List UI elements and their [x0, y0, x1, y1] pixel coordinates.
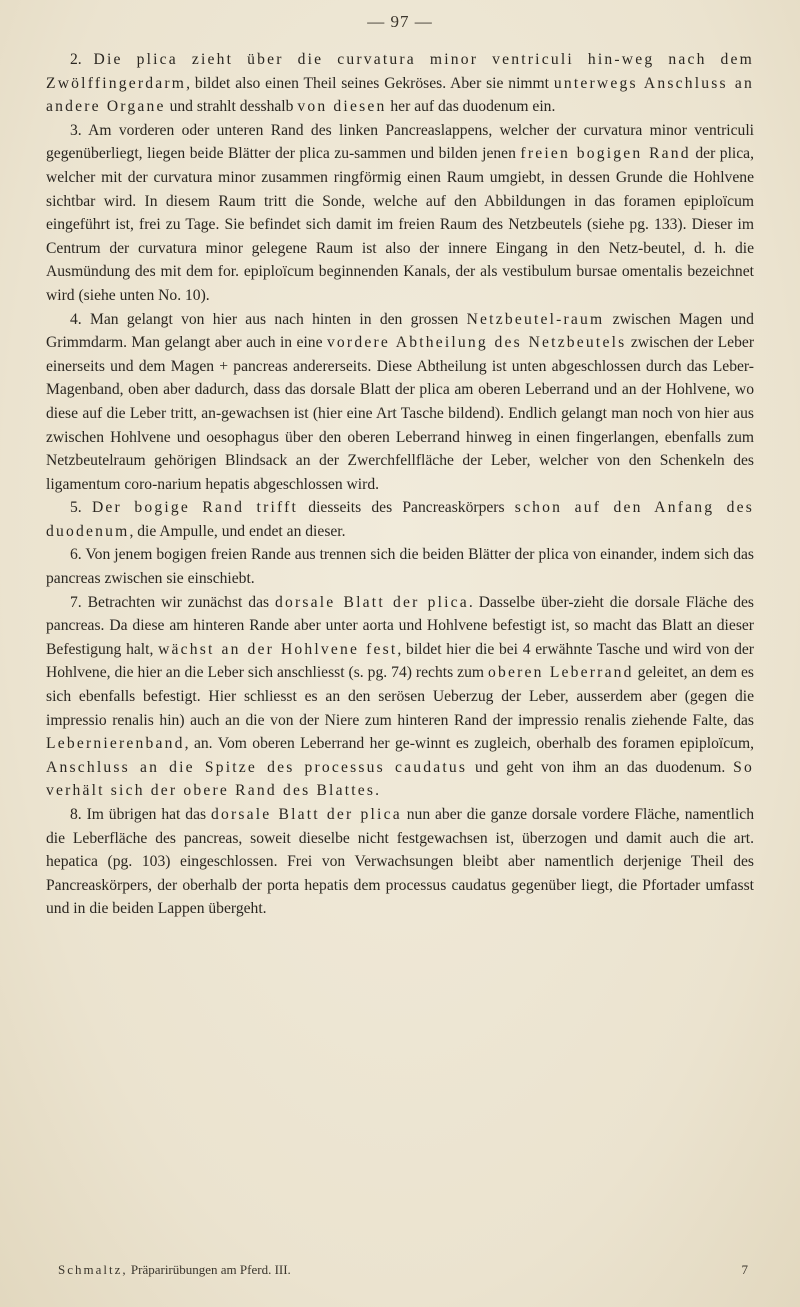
spaced-emphasis: vordere Abtheilung des Netzbeutels [326, 334, 627, 352]
text-run: diesseits des Pancreaskörpers [298, 499, 515, 517]
spaced-emphasis: wächst an der Hohlvene fest [158, 640, 398, 658]
page-number: — 97 — [367, 12, 433, 31]
body-text [46, 48, 754, 921]
text-run: der plica, welcher mit der curvatura minor zusammen ringförmig einen Raum umgiebt, in dessen Grunde die Hohlvene sichtbar wird. In diesem Raum tritt die Sonde, welche auf den Abbildungen in das foramen epiploïcum eingeführt ist, frei zu Tage. Sie befindet sich damit im freien Raum des Netzbeutels (siehe pg. 133). Dieser im Centrum der curvatura minor gelegene Raum ist also der innere Eingang in den Netz-beutel, d. h. die Ausmündung des mit dem for. epiploïcum beginnenden Kanals, der als vestibulum bursae omentalis bezeichnet wird (siehe unten No. 10). [46, 145, 754, 304]
spaced-emphasis: So verhält sich der obere Rand des Blattes [46, 758, 755, 800]
text-run: geleitet, an dem es sich ebenfalls befestigt. Hier schliesst es an den serösen Ueberzug der Leber, ausserdem aber (gegen die impressio renalis hin) auch an die von der Niere zum hinteren Rand der impressio renalis ziehende Falte, das [46, 664, 754, 729]
footer-citation [58, 1262, 291, 1278]
text-run: zwischen der Leber einerseits und dem Magen + pancreas andererseits. Diese Abtheilung ist unten abgeschlossen durch das Leber-Magenband, oben aber dadurch, dass das dorsale Blatt der plica am oberen Leberrand und an der Hohlvene, wo diese auf die Leber tritt, an-gewachsen ist (hier eine Art Tasche bildend). Endlich gelangt man noch von hier aus zwischen Hohlvene und oesophagus über den oberen Leberrand hinweg in einen fingerlangen, ebenfalls zum Netzbeutelraum gehörigen Blindsack an der Zwerchfellfläche der Leber, welcher von den Schenkeln des ligamentum coro-narium hepatis abgeschlossen wird. [46, 334, 755, 493]
text-run: 7. Betrachten wir zunächst das [70, 593, 275, 611]
paragraph [46, 48, 754, 119]
footer-author: Schmaltz, [58, 1262, 128, 1277]
text-run: , bildet also einen Theil seines Gekröses. Aber sie nimmt [186, 74, 554, 92]
text-run: 4. Man gelangt von hier aus nach hinten in den grossen [70, 310, 467, 328]
spaced-emphasis: von diesen [297, 98, 387, 116]
paragraph [46, 803, 754, 921]
spaced-emphasis: Anschluss an die Spitze des processus caudatus [46, 758, 468, 776]
text-run: 5. [70, 499, 92, 517]
paragraph [46, 543, 754, 590]
text-run: und geht von ihm an das duodenum. [467, 758, 734, 776]
text-run: 8. Im übrigen hat das [70, 806, 211, 823]
text-run: , an. Vom oberen Leberrand her ge-winnt es zugleich, oberhalb des foramen epiploïcum, [184, 735, 754, 753]
spaced-emphasis: Netzbeutel-raum [466, 310, 605, 328]
spaced-emphasis: unterwegs Anschluss an andere Organe [46, 74, 754, 116]
text-run: nun aber die ganze dorsale vordere Fläche, namentlich die Leberfläche des pancreas, soweit dieselbe nicht festgewachsen ist, überzogen und damit auch die art. hepatica (pg. 103) eingeschlossen. Frei von Verwachsungen bleibt aber namentlich derjenige Theil des Pancreaskörpers, der oberhalb der porta hepatis dem processus caudatus gegenüber liegt, die Pfortader umfasst und in die beiden Lappen übergeht. [46, 806, 755, 918]
paragraph [46, 119, 754, 308]
spaced-emphasis: Der bogige Rand trifft [91, 499, 299, 517]
text-run: zwischen Magen und Grimmdarm. Man gelangt aber auch in eine [46, 310, 754, 352]
spaced-emphasis: oberen Leberrand [488, 664, 634, 682]
spaced-emphasis: Die plica zieht über die curvatura minor ventriculi hin-weg nach dem Zwölffingerdarm [46, 51, 755, 92]
paragraph [46, 591, 754, 803]
text-run: her auf das duodenum ein. [386, 98, 556, 116]
text-run: , bildet hier die bei 4 erwähnte Tasche und wird von der Hohlvene, die hier an die Leber sich anschliesst (s. pg. 74) rechts zum [46, 640, 755, 682]
text-run: . [375, 782, 380, 800]
page-footer [58, 1262, 748, 1278]
signature-mark: 7 [741, 1262, 748, 1277]
paragraph [46, 496, 754, 543]
text-run: 3. Am vorderen oder unteren Rand des linken Pancreaslappens, welcher der curvatura minor ventriculi gegenüberliegt, liegen beide Blätter der plica zu-sammen und bilden jenen [46, 121, 754, 163]
paragraph [46, 308, 754, 497]
text-run: . Dasselbe über-zieht die dorsale Fläche des pancreas. Da diese am hinteren Rande aber unter aorta und Hohlvene befestigt ist, so macht das Blatt an dieser Befestigung halt, [46, 593, 754, 658]
spaced-emphasis: dorsale Blatt der plica [210, 806, 402, 823]
footer-title: Präparirübungen am Pferd. III. [130, 1262, 291, 1277]
text-run: 2. [70, 51, 94, 68]
spaced-emphasis: freien bogigen Rand [520, 145, 691, 163]
text-run: , die Ampulle, und endet an dieser. [129, 522, 346, 540]
text-run: und strahlt desshalb [165, 98, 298, 116]
spaced-emphasis: dorsale Blatt der plica [274, 593, 469, 611]
spaced-emphasis: Lebernierenband [46, 735, 185, 753]
text-run: 6. Von jenem bogigen freien Rande aus trennen sich die beiden Blätter der plica von einander, indem sich das pancreas zwischen sie einschiebt. [46, 546, 754, 588]
spaced-emphasis: schon auf den Anfang des duodenum [46, 499, 755, 540]
